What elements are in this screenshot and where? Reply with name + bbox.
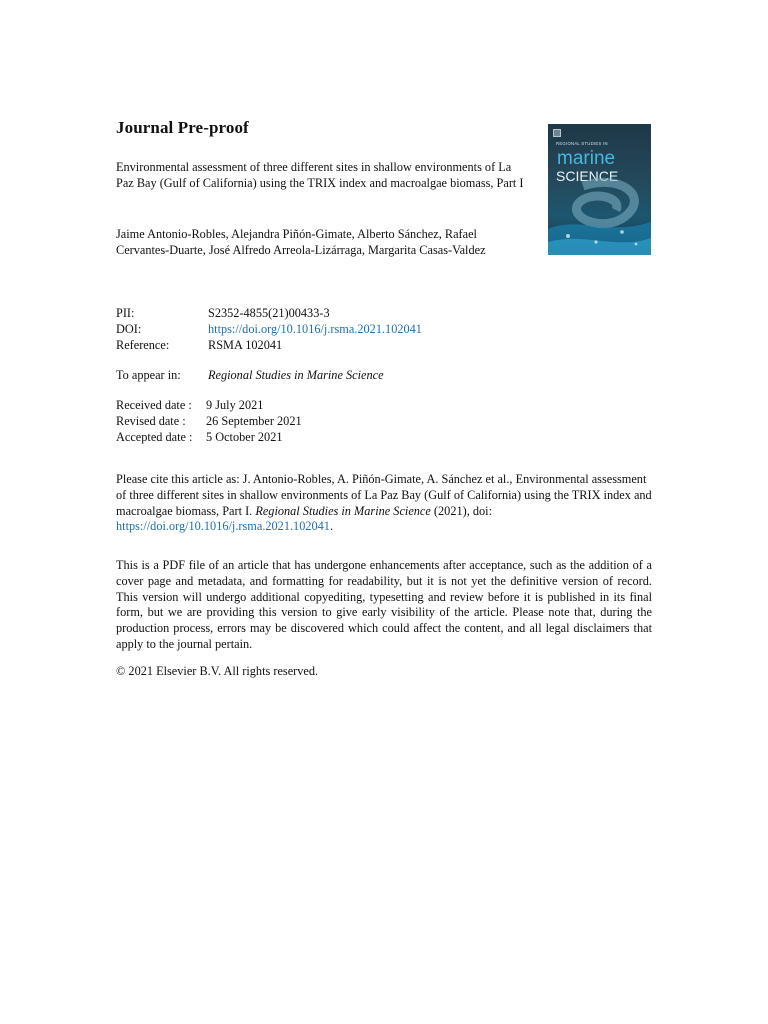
received-row xyxy=(116,398,302,414)
reference-value: RSMA 102041 xyxy=(208,337,283,352)
cover-line2: marine xyxy=(557,148,616,169)
appear-label: To appear in: xyxy=(116,368,181,382)
citation-text: Please cite this article as: J. Antonio-Robles, A. Piñón-Gimate, A. Sánchez et al., Environmental assessment of three different sites in shallow environments of La Paz Bay (Gulf of California) using the TRIX index and macroalgae biomass, Part I. xyxy=(116,472,652,518)
doi-row xyxy=(116,322,422,338)
preproof-notice: This is a PDF file of an article that has undergone enhancements after acceptance, such as the addition of a cover page and metadata, and formatting for readability, but it is not yet the definitive version of record. This version will undergo additional copyediting, typesetting and review before it is published in its final form, but we are providing this version to give early visibility of the article. Please note that, during the production process, errors may be discovered which could affect the content, and all legal disclaimers that apply to the journal pertain. xyxy=(116,558,652,651)
article-metadata xyxy=(116,306,422,353)
received-label: Received date : xyxy=(116,398,192,412)
citation-paragraph xyxy=(116,472,652,535)
article-dates xyxy=(116,398,302,445)
pii-label: PII: xyxy=(116,306,135,320)
appear-in-row xyxy=(116,368,384,383)
pii-row xyxy=(116,306,422,322)
doi-link[interactable]: https://doi.org/10.1016/j.rsma.2021.102041 xyxy=(208,321,422,336)
elsevier-logo-icon xyxy=(553,129,561,137)
received-value: 9 July 2021 xyxy=(206,398,264,412)
doi-label: DOI: xyxy=(116,321,142,336)
reference-label: Reference: xyxy=(116,337,170,352)
cover-line3: SCIENCE xyxy=(556,168,619,184)
citation-journal: Regional Studies in Marine Science xyxy=(255,503,431,518)
revised-value: 26 September 2021 xyxy=(206,413,302,428)
revised-label: Revised date : xyxy=(116,413,186,428)
revised-row xyxy=(116,414,302,430)
accepted-value: 5 October 2021 xyxy=(206,429,283,444)
journal-cover-image xyxy=(548,124,651,255)
article-authors: Jaime Antonio-Robles, Alejandra Piñón-Gimate, Alberto Sánchez, Rafael Cervantes-Duarte, José Alfredo Arreola-Lizárraga, Margarita Casas-Valdez xyxy=(116,227,486,257)
accepted-row xyxy=(116,430,302,446)
citation-doi-link[interactable]: https://doi.org/10.1016/j.rsma.2021.102041 xyxy=(116,519,330,534)
citation-doi-prefix: doi: xyxy=(472,503,493,518)
pii-value: S2352-4855(21)00433-3 xyxy=(208,306,330,320)
article-title: Environmental assessment of three different sites in shallow environments of La Paz Bay (Gulf of California) using the TRIX index and macroalgae biomass, Part I xyxy=(116,160,524,190)
copyright-line: © 2021 Elsevier B.V. All rights reserved. xyxy=(116,664,319,678)
citation-end: . xyxy=(329,519,334,534)
page-heading: Journal Pre-proof xyxy=(116,118,249,137)
cover-line1: REGIONAL STUDIES IN xyxy=(556,141,608,146)
accepted-label: Accepted date : xyxy=(116,429,193,444)
citation-year: (2021), xyxy=(430,503,470,518)
reference-row xyxy=(116,338,422,354)
journal-name: Regional Studies in Marine Science xyxy=(208,368,384,382)
